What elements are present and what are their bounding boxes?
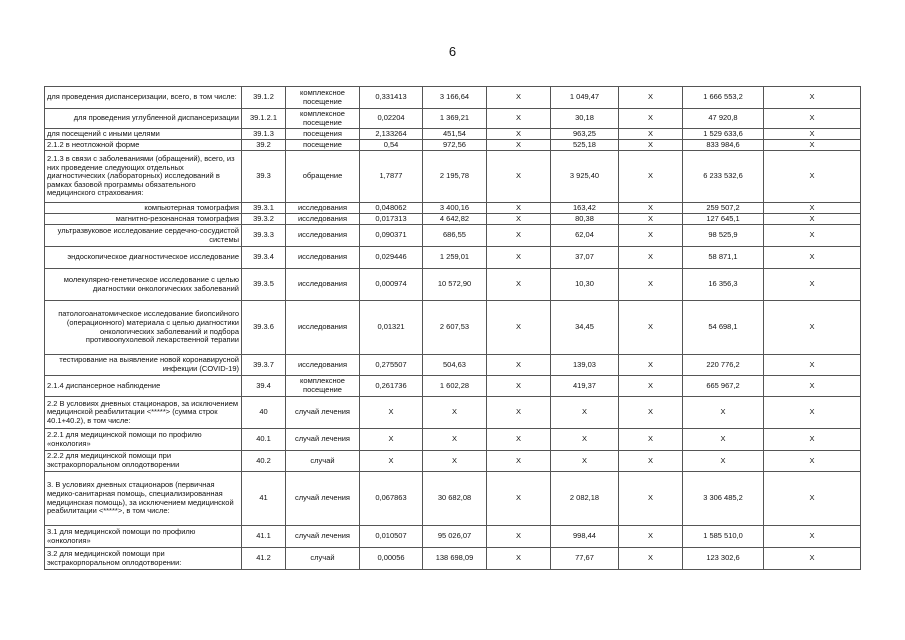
row-name-cell: 3. В условиях дневных стационаров (первичная медико-санитарная помощь, специализированная медицинская помощь), за исключением медицинской реабилитации <*****>, в том числе: (45, 472, 242, 526)
norm-volume-cell: 0,000974 (360, 269, 423, 301)
norm-volume-cell: 0,010507 (360, 526, 423, 548)
total-cost-cell: 58 871,1 (683, 247, 764, 269)
x-mark-cell: X (764, 225, 861, 247)
unit-cell: случай (286, 548, 360, 570)
norm-volume-cell: 0,01321 (360, 301, 423, 355)
unit-cell: комплексное посещение (286, 109, 360, 129)
row-name-cell: для проведения углубленной диспансеризации (45, 109, 242, 129)
x-mark-cell: X (619, 355, 683, 376)
x-mark-cell: X (619, 376, 683, 397)
total-cost-cell: 47 920,8 (683, 109, 764, 129)
x-mark-cell: X (619, 397, 683, 429)
table-body (45, 87, 861, 570)
x-mark-cell: X (764, 355, 861, 376)
x-mark-cell: X (764, 109, 861, 129)
norm-volume-cell: 0,090371 (360, 225, 423, 247)
cost-unit-cell: 2 195,78 (423, 151, 487, 203)
unit-cell: посещения (286, 129, 360, 140)
total-cost-cell: 1 585 510,0 (683, 526, 764, 548)
data-table (44, 86, 861, 570)
per-capita-cell: 30,18 (551, 109, 619, 129)
row-name-cell: 2.1.4 диспансерное наблюдение (45, 376, 242, 397)
total-cost-cell: 123 302,6 (683, 548, 764, 570)
unit-cell: обращение (286, 151, 360, 203)
cost-unit-cell: 1 369,21 (423, 109, 487, 129)
per-capita-cell: 163,42 (551, 203, 619, 214)
cost-unit-cell: 451,54 (423, 129, 487, 140)
x-mark-cell: X (487, 109, 551, 129)
x-mark-cell: X (487, 397, 551, 429)
row-name-cell: для посещений с иными целями (45, 129, 242, 140)
per-capita-cell: 34,45 (551, 301, 619, 355)
x-mark-cell: X (764, 214, 861, 225)
x-mark-cell: X (619, 548, 683, 570)
total-cost-cell: 259 507,2 (683, 203, 764, 214)
per-capita-cell: 1 049,47 (551, 87, 619, 109)
table-row (45, 203, 861, 214)
norm-volume-cell: 0,067863 (360, 472, 423, 526)
norm-volume-cell: 0,54 (360, 140, 423, 151)
per-capita-cell: 419,37 (551, 376, 619, 397)
per-capita-cell: 139,03 (551, 355, 619, 376)
table-row (45, 526, 861, 548)
norm-volume-cell: 0,017313 (360, 214, 423, 225)
x-mark-cell: X (619, 109, 683, 129)
row-code-cell: 39.3.5 (242, 269, 286, 301)
row-code-cell: 39.1.3 (242, 129, 286, 140)
per-capita-cell: X (551, 451, 619, 472)
cost-unit-cell: X (423, 429, 487, 451)
unit-cell: исследования (286, 247, 360, 269)
cost-unit-cell: 95 026,07 (423, 526, 487, 548)
table-row (45, 429, 861, 451)
row-code-cell: 39.3.3 (242, 225, 286, 247)
row-name-cell: магнитно-резонансная томография (45, 214, 242, 225)
row-name-cell: 2.2.1 для медицинской помощи по профилю «онкология» (45, 429, 242, 451)
x-mark-cell: X (619, 526, 683, 548)
cost-unit-cell: 972,56 (423, 140, 487, 151)
row-name-cell: компьютерная томография (45, 203, 242, 214)
row-name-cell: 3.1 для медицинской помощи по профилю «онкология» (45, 526, 242, 548)
unit-cell: исследования (286, 269, 360, 301)
x-mark-cell: X (764, 397, 861, 429)
row-name-cell: 2.2.2 для медицинской помощи при экстракорпоральном оплодотворении (45, 451, 242, 472)
x-mark-cell: X (619, 151, 683, 203)
table-row (45, 247, 861, 269)
x-mark-cell: X (487, 376, 551, 397)
total-cost-cell: 3 306 485,2 (683, 472, 764, 526)
total-cost-cell: 98 525,9 (683, 225, 764, 247)
x-mark-cell: X (487, 451, 551, 472)
total-cost-cell: 1 529 633,6 (683, 129, 764, 140)
table-row (45, 129, 861, 140)
row-name-cell: для проведения диспансеризации, всего, в том числе: (45, 87, 242, 109)
x-mark-cell: X (619, 129, 683, 140)
unit-cell: случай лечения (286, 397, 360, 429)
cost-unit-cell: 3 166,64 (423, 87, 487, 109)
total-cost-cell: 665 967,2 (683, 376, 764, 397)
x-mark-cell: X (619, 301, 683, 355)
total-cost-cell: 54 698,1 (683, 301, 764, 355)
row-code-cell: 41 (242, 472, 286, 526)
page-number: 6 (448, 44, 457, 59)
x-mark-cell: X (764, 129, 861, 140)
row-name-cell: 2.2 В условиях дневных стационаров, за исключением медицинской реабилитации <*****> (сумма строк 40.1+40.2), в том числе: (45, 397, 242, 429)
row-name-cell: тестирование на выявление новой коронавирусной инфекции (COVID-19) (45, 355, 242, 376)
row-code-cell: 39.1.2.1 (242, 109, 286, 129)
x-mark-cell: X (619, 225, 683, 247)
row-name-cell: ультразвуковое исследование сердечно-сосудистой системы (45, 225, 242, 247)
unit-cell: комплексное посещение (286, 376, 360, 397)
cost-unit-cell: 3 400,16 (423, 203, 487, 214)
x-mark-cell: X (487, 548, 551, 570)
x-mark-cell: X (487, 429, 551, 451)
table-row (45, 301, 861, 355)
norm-volume-cell: X (360, 451, 423, 472)
cost-unit-cell: 2 607,53 (423, 301, 487, 355)
table-row (45, 269, 861, 301)
x-mark-cell: X (487, 301, 551, 355)
per-capita-cell: 80,38 (551, 214, 619, 225)
unit-cell: случай лечения (286, 472, 360, 526)
row-code-cell: 39.3 (242, 151, 286, 203)
cost-unit-cell: X (423, 451, 487, 472)
norm-volume-cell: 0,048062 (360, 203, 423, 214)
per-capita-cell: 998,44 (551, 526, 619, 548)
cost-unit-cell: 1 259,01 (423, 247, 487, 269)
unit-cell: исследования (286, 301, 360, 355)
total-cost-cell: 16 356,3 (683, 269, 764, 301)
norm-volume-cell: 0,261736 (360, 376, 423, 397)
norm-volume-cell: 2,133264 (360, 129, 423, 140)
table-row (45, 109, 861, 129)
table-row (45, 214, 861, 225)
per-capita-cell: X (551, 397, 619, 429)
x-mark-cell: X (764, 376, 861, 397)
x-mark-cell: X (487, 140, 551, 151)
x-mark-cell: X (764, 151, 861, 203)
cost-unit-cell: 504,63 (423, 355, 487, 376)
x-mark-cell: X (764, 451, 861, 472)
x-mark-cell: X (764, 301, 861, 355)
x-mark-cell: X (487, 214, 551, 225)
x-mark-cell: X (487, 151, 551, 203)
row-name-cell: молекулярно-генетическое исследование с целью диагностики онкологических заболеваний (45, 269, 242, 301)
row-name-cell: 3.2 для медицинской помощи при экстракорпоральном оплодотворении: (45, 548, 242, 570)
cost-unit-cell: X (423, 397, 487, 429)
table-row (45, 355, 861, 376)
row-code-cell: 39.1.2 (242, 87, 286, 109)
norm-volume-cell: 0,02204 (360, 109, 423, 129)
total-cost-cell: X (683, 429, 764, 451)
table-row (45, 397, 861, 429)
row-code-cell: 40 (242, 397, 286, 429)
per-capita-cell: 10,30 (551, 269, 619, 301)
row-code-cell: 41.2 (242, 548, 286, 570)
row-code-cell: 39.3.7 (242, 355, 286, 376)
table-row (45, 140, 861, 151)
x-mark-cell: X (619, 451, 683, 472)
x-mark-cell: X (619, 472, 683, 526)
total-cost-cell: X (683, 397, 764, 429)
x-mark-cell: X (487, 225, 551, 247)
cost-unit-cell: 4 642,82 (423, 214, 487, 225)
row-code-cell: 39.3.6 (242, 301, 286, 355)
total-cost-cell: X (683, 451, 764, 472)
cost-unit-cell: 138 698,09 (423, 548, 487, 570)
x-mark-cell: X (764, 548, 861, 570)
norm-volume-cell: 0,00056 (360, 548, 423, 570)
per-capita-cell: 2 082,18 (551, 472, 619, 526)
x-mark-cell: X (619, 247, 683, 269)
per-capita-cell: X (551, 429, 619, 451)
x-mark-cell: X (619, 203, 683, 214)
row-name-cell: 2.1.3 в связи с заболеваниями (обращений), всего, из них проведение следующих отдельных диагностических (лабораторных) исследований в рамках базовой программы обязательного медицинского страхования: (45, 151, 242, 203)
per-capita-cell: 37,07 (551, 247, 619, 269)
unit-cell: исследования (286, 203, 360, 214)
table-row (45, 376, 861, 397)
row-code-cell: 39.3.2 (242, 214, 286, 225)
x-mark-cell: X (619, 87, 683, 109)
x-mark-cell: X (764, 87, 861, 109)
table-row (45, 451, 861, 472)
unit-cell: исследования (286, 214, 360, 225)
per-capita-cell: 62,04 (551, 225, 619, 247)
norm-volume-cell: 0,029446 (360, 247, 423, 269)
unit-cell: случай лечения (286, 526, 360, 548)
total-cost-cell: 220 776,2 (683, 355, 764, 376)
unit-cell: случай лечения (286, 429, 360, 451)
x-mark-cell: X (487, 269, 551, 301)
x-mark-cell: X (764, 269, 861, 301)
cost-unit-cell: 686,55 (423, 225, 487, 247)
x-mark-cell: X (487, 87, 551, 109)
cost-unit-cell: 10 572,90 (423, 269, 487, 301)
unit-cell: исследования (286, 355, 360, 376)
x-mark-cell: X (487, 526, 551, 548)
x-mark-cell: X (487, 355, 551, 376)
x-mark-cell: X (764, 526, 861, 548)
unit-cell: исследования (286, 225, 360, 247)
x-mark-cell: X (619, 214, 683, 225)
norm-volume-cell: 0,331413 (360, 87, 423, 109)
unit-cell: случай (286, 451, 360, 472)
total-cost-cell: 127 645,1 (683, 214, 764, 225)
x-mark-cell: X (487, 247, 551, 269)
row-code-cell: 40.1 (242, 429, 286, 451)
x-mark-cell: X (487, 472, 551, 526)
x-mark-cell: X (619, 269, 683, 301)
x-mark-cell: X (487, 129, 551, 140)
norm-volume-cell: 1,7877 (360, 151, 423, 203)
x-mark-cell: X (764, 429, 861, 451)
total-cost-cell: 833 984,6 (683, 140, 764, 151)
per-capita-cell: 77,67 (551, 548, 619, 570)
cost-unit-cell: 1 602,28 (423, 376, 487, 397)
row-name-cell: патологоанатомическое исследование биопсийного (операционного) материала с целью диагностики онкологических заболеваний и подбора противоопухолевой лекарственной терапии (45, 301, 242, 355)
total-cost-cell: 1 666 553,2 (683, 87, 764, 109)
table-row (45, 151, 861, 203)
per-capita-cell: 525,18 (551, 140, 619, 151)
x-mark-cell: X (487, 203, 551, 214)
x-mark-cell: X (764, 203, 861, 214)
x-mark-cell: X (619, 429, 683, 451)
row-code-cell: 39.4 (242, 376, 286, 397)
row-code-cell: 40.2 (242, 451, 286, 472)
per-capita-cell: 3 925,40 (551, 151, 619, 203)
x-mark-cell: X (764, 472, 861, 526)
row-name-cell: эндоскопическое диагностическое исследование (45, 247, 242, 269)
table-row (45, 548, 861, 570)
per-capita-cell: 963,25 (551, 129, 619, 140)
norm-volume-cell: X (360, 429, 423, 451)
x-mark-cell: X (764, 140, 861, 151)
table-row (45, 225, 861, 247)
table-row (45, 87, 861, 109)
norm-volume-cell: 0,275507 (360, 355, 423, 376)
unit-cell: посещение (286, 140, 360, 151)
row-code-cell: 41.1 (242, 526, 286, 548)
total-cost-cell: 6 233 532,6 (683, 151, 764, 203)
table-row (45, 472, 861, 526)
unit-cell: комплексное посещение (286, 87, 360, 109)
x-mark-cell: X (764, 247, 861, 269)
row-code-cell: 39.3.1 (242, 203, 286, 214)
row-code-cell: 39.2 (242, 140, 286, 151)
row-name-cell: 2.1.2 в неотложной форме (45, 140, 242, 151)
row-code-cell: 39.3.4 (242, 247, 286, 269)
x-mark-cell: X (619, 140, 683, 151)
norm-volume-cell: X (360, 397, 423, 429)
cost-unit-cell: 30 682,08 (423, 472, 487, 526)
